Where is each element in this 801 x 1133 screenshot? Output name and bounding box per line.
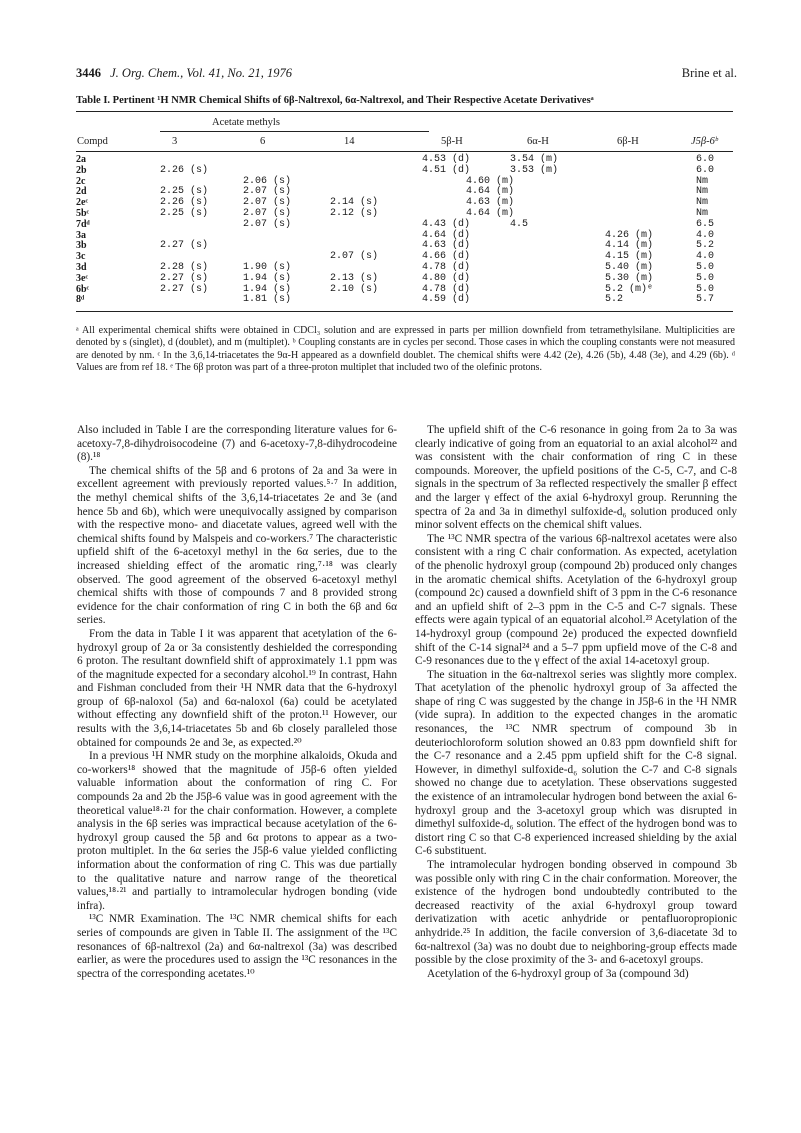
cell-compound: 8ᵈ	[76, 294, 85, 306]
cell-shift-5beta-h: 4.51 (d)	[422, 164, 471, 176]
cell-acetate-3: 2.26 (s)	[160, 164, 209, 176]
body-paragraph: Also included in Table I are the corresponding literature values for 6-acetoxy-7,8-dihydroisocodeine (7) and 6-acetoxy-7,8-dihydrocodeine (8).¹⁸	[77, 424, 397, 464]
cell-shift-6alpha-h: 3.53 (m)	[510, 164, 559, 176]
journal-citation: J. Org. Chem., Vol. 41, No. 21, 1976	[110, 66, 292, 80]
cell-compound: 3eᶜ	[76, 272, 89, 284]
cell-acetate-6: 2.06 (s)	[243, 175, 292, 187]
cell-acetate-3: 2.25 (s)	[160, 186, 209, 198]
cell-coupling-j: 6.0	[696, 164, 715, 176]
cell-compound: 5bᶜ	[76, 207, 90, 219]
body-paragraph: The ¹³C NMR spectra of the various 6β-naltrexol acetates were also consistent with a ring C chair conformation. As expected, acetylation of the phenolic hydroxyl group (compound 2b) produced only changes in the aromatic chemical shifts. Acetylation of the 6-hydroxyl group (compound 2c) caused a downfield shift of 3 ppm in the C-6 resonance and an upfield shift of 2–3 ppm in the C-5 and C-7 signals. These effects were again typical of an equatorial alcohol.²³ Acetylation of the 14-hydroxyl group (compound 2e) produced the expected downfield shift of the C-14 signal²⁴ and a 5–7 ppm upfield move of the C-8 and C-9 resonances due to the γ effect of the axial 14-acetoxyl group.	[415, 532, 737, 668]
cell-compound: 2d	[76, 186, 87, 198]
cell-shift-6beta-h: 4.14 (m)	[605, 240, 654, 252]
cell-compound: 2b	[76, 164, 87, 176]
cell-acetate-3: 2.27 (s)	[160, 240, 209, 252]
table-group-header: Acetate methyls	[212, 117, 280, 128]
cell-compound: 6bᶜ	[76, 283, 90, 295]
cell-coupling-j: 6.0	[696, 154, 715, 165]
cell-compound: 3c	[76, 251, 86, 263]
body-paragraph: The situation in the 6α-naltrexol series was slightly more complex. That acetylation of the phenolic hydroxyl group of 3a affected the shape of ring C was suggested by the change in J5β-6 in the ¹H NMR (vide supra). In addition to the expected changes in the aromatic resonances, the ¹³C NMR spectrum of compound 3b in deuteriochloroform solution showed an 0.83 ppm downfield shift for the C-7 resonance and a 2.45 ppm upfield shift for the C-8 signal. However, in dimethyl sulfoxide-d₆ solution the C-7 and C-8 signals showed no change due to acetylation. These observations suggested the existence of an intramolecular hydrogen bond between the axial 6-hydroxyl group and the 3-acetoxyl group which was disrupted in dimethyl sulfoxide-d₆ solution. The effect of the hydrogen bond was to distort ring C so that C-8 experienced increased shielding by the axial C-6 substituent.	[415, 668, 737, 858]
table-row	[76, 220, 736, 231]
cell-shift-5beta-h: 4.64 (m)	[466, 186, 515, 198]
cell-coupling-j: Nm	[696, 175, 709, 187]
cell-shift-6beta-h: 4.26 (m)	[605, 229, 654, 241]
cell-shift-5beta-h: 4.43 (d)	[422, 218, 471, 230]
right-text-column	[415, 424, 737, 981]
cell-shift-5beta-h: 4.59 (d)	[422, 294, 471, 306]
col-header-compd: Compd	[77, 136, 108, 147]
cell-shift-6beta-h: 5.30 (m)	[605, 272, 654, 284]
cell-acetate-14: 2.10 (s)	[330, 283, 379, 295]
cell-acetate-14: 2.14 (s)	[330, 197, 379, 209]
table-caption: Table I. Pertinent ¹H NMR Chemical Shifts of 6β-Naltrexol, 6α-Naltrexol, and Their Respective Acetate Derivativesᵃ	[76, 95, 594, 106]
table-header-rule	[76, 151, 733, 152]
cell-coupling-j: 5.0	[696, 283, 715, 295]
cell-compound: 3d	[76, 261, 87, 273]
table-body	[76, 155, 736, 306]
cell-acetate-6: 2.07 (s)	[243, 207, 292, 219]
body-paragraph: The intramolecular hydrogen bonding observed in compound 3b was possible only with ring C in the chair conformation. Moreover, the existence of the hydrogen bond undoubtedly contributed to the decreased reactivity of the axial 6-hydroxyl group toward derivatization with acetic anhydride or pentafluoropropionic anhydride.²⁵ In addition, the facile conversion of 3,6-diacetate 3d to 6α-naltrexol (3a) was no doubt due to neighboring-group effects made possible by the close proximity of the 3- and 6-acetoxyl groups.	[415, 859, 737, 967]
cell-coupling-j: Nm	[696, 207, 709, 219]
cell-coupling-j: 4.0	[696, 229, 715, 241]
cell-shift-6beta-h: 5.2 (m)ᵉ	[605, 283, 654, 295]
col-header-coupling: J5β-6ᵇ	[691, 136, 718, 147]
cell-compound: 3b	[76, 240, 87, 252]
page-number: 3446	[76, 66, 101, 80]
cell-acetate-6: 1.90 (s)	[243, 261, 292, 273]
cell-shift-5beta-h: 4.63 (m)	[466, 197, 515, 209]
cell-coupling-j: 5.0	[696, 261, 715, 273]
cell-shift-5beta-h: 4.53 (d)	[422, 154, 471, 165]
cell-coupling-j: Nm	[696, 197, 709, 209]
col-header-5beta-h: 5β-H	[441, 136, 463, 147]
cell-acetate-14: 2.12 (s)	[330, 207, 379, 219]
cell-acetate-6: 2.07 (s)	[243, 186, 292, 198]
cell-shift-6beta-h: 4.15 (m)	[605, 251, 654, 263]
cell-compound: 2a	[76, 154, 86, 165]
cell-shift-5beta-h: 4.60 (m)	[466, 175, 515, 187]
cell-acetate-3: 2.28 (s)	[160, 261, 209, 273]
cell-acetate-6: 1.94 (s)	[243, 272, 292, 284]
col-header-14: 14	[344, 136, 355, 147]
cell-coupling-j: 6.5	[696, 218, 715, 230]
body-paragraph: Acetylation of the 6-hydroxyl group of 3a (compound 3d)	[427, 967, 689, 980]
cell-compound: 3a	[76, 229, 86, 241]
cell-coupling-j: 4.0	[696, 251, 715, 263]
cell-acetate-3: 2.25 (s)	[160, 207, 209, 219]
left-text-column	[77, 424, 397, 981]
cell-acetate-6: 1.94 (s)	[243, 283, 292, 295]
cell-coupling-j: 5.0	[696, 272, 715, 284]
cell-acetate-3: 2.27 (s)	[160, 272, 209, 284]
cell-acetate-6: 1.81 (s)	[243, 294, 292, 306]
table-top-rule	[76, 111, 733, 112]
col-header-3: 3	[172, 136, 178, 147]
cell-shift-6beta-h: 5.40 (m)	[605, 261, 654, 273]
table-bottom-rule	[76, 311, 733, 312]
table-row	[76, 166, 736, 177]
body-paragraph: From the data in Table I it was apparent that acetylation of the 6-hydroxyl group of 2a or 3a consistently deshielded the corresponding 6 proton. The resultant downfield shift of approximately 1.1 ppm was of the magnitude expected for a secondary alcohol.¹⁹ In contrast, Hahn and Fishman concluded from their ¹H NMR data that the 6-hydroxyl group of 6β-naloxol (5a) and 6α-naloxol (6a) could be acetylated without effecting any downfield shift of the proton.¹¹ However, our results with the 3,6,14-triacetates 5b and 6b closely paralleled those obtained for compounds 2e and 3e, as expected.²⁰	[77, 627, 397, 749]
cell-acetate-14: 2.07 (s)	[330, 251, 379, 263]
cell-shift-5beta-h: 4.80 (d)	[422, 272, 471, 284]
cell-shift-5beta-h: 4.64 (m)	[466, 207, 515, 219]
cell-acetate-6: 2.07 (s)	[243, 197, 292, 209]
body-paragraph: The chemical shifts of the 5β and 6 protons of 2a and 3a were in excellent agreement with previously reported values.⁵·⁷ In addition, the methyl chemical shifts of the 3,6,14-triacetates 2e and 3e (and hence 5b and 6b), which were unequivocally assigned by comparison with the respective mono- and diacetate values, agreed well with the chemical shifts found by Malspeis and co-workers.⁷ The characteristic upfield shift of the 6-acetoxyl methyl in the 6α series, due to the increased shielding effect of the aromatic ring,⁷·¹⁸ was clearly observed. The good agreement of the observed 6-acetoxyl methyl chemical shifts with those of compounds 7 and 8 provided strong evidence for the chair conformation of ring C in both the 6β and 6α series.	[77, 464, 397, 627]
cell-compound: 7dᵈ	[76, 218, 90, 230]
cell-coupling-j: 5.7	[696, 294, 715, 306]
body-paragraph: ¹³C NMR Examination. The ¹³C NMR chemical shifts for each series of compounds are given in Table II. The assignment of the ¹³C resonances of 6β-naltrexol (2a) and 6α-naltrexol (3a) was described earlier, as were the procedures used to assign the ¹³C resonances in the spectra of the corresponding acetates.¹⁰	[77, 913, 397, 980]
col-header-6beta-h: 6β-H	[617, 136, 639, 147]
cell-shift-5beta-h: 4.64 (d)	[422, 229, 471, 241]
cell-acetate-3: 2.27 (s)	[160, 283, 209, 295]
running-authors: Brine et al.	[681, 66, 737, 80]
body-paragraph: In a previous ¹H NMR study on the morphine alkaloids, Okuda and co-workers¹⁸ showed that the magnitude of J5β-6 often yielded valuable information about the conformation of ring C. For compounds 2a and 2b the J5β-6 value was in good agreement with the theoretical value¹⁸·²¹ for the chair conformation. However, a complete analysis in the 6β series was impractical because acetylation of the 6-hydroxyl group caused the 5β and 6α protons to appear as a two-proton multiplet. In the 6α series the J5β-6 value yielded conflicting information about the conformation of ring C. This was due partially to the qualitative nature and narrow range of the theoretical values,¹⁸·²¹ and partially to intramolecular hydrogen bonding (vide infra).	[77, 750, 397, 912]
cell-coupling-j: 5.2	[696, 240, 715, 252]
body-paragraph: The upfield shift of the C-6 resonance in going from 2a to 3a was clearly indicative of going from an equatorial to an axial alcohol²² and was consistent with the chair conformation of ring C in these compounds. Moreover, the upfield positions of the C-5, C-7, and C-8 signals in the spectrum of 3a reflected respectively the smaller β effect and the larger γ effect of the axial 6-hydroxyl group. Rerunning the spectra of 2a and 3a in dimethyl sulfoxide-d₆ solution produced only minor solvent effects on the chemical shift values.	[415, 424, 737, 532]
running-header	[76, 66, 737, 81]
cell-shift-6beta-h: 5.2	[605, 294, 624, 306]
cell-shift-5beta-h: 4.66 (d)	[422, 251, 471, 263]
cell-shift-6alpha-h: 4.5	[510, 218, 529, 230]
cell-shift-5beta-h: 4.78 (d)	[422, 283, 471, 295]
table-row	[76, 285, 736, 296]
cell-shift-6alpha-h: 3.54 (m)	[510, 154, 559, 165]
cell-acetate-6: 2.07 (s)	[243, 218, 292, 230]
cell-compound: 2eᶜ	[76, 197, 89, 209]
cell-acetate-14: 2.13 (s)	[330, 272, 379, 284]
table-row	[76, 209, 736, 220]
cell-coupling-j: Nm	[696, 186, 709, 198]
cell-acetate-3: 2.26 (s)	[160, 197, 209, 209]
group-header-rule	[160, 131, 429, 132]
cell-compound: 2c	[76, 175, 86, 187]
table-row	[76, 274, 736, 285]
col-header-6alpha-h: 6α-H	[527, 136, 549, 147]
cell-shift-5beta-h: 4.63 (d)	[422, 240, 471, 252]
cell-shift-5beta-h: 4.78 (d)	[422, 261, 471, 273]
table-row	[76, 295, 736, 306]
col-header-6: 6	[260, 136, 266, 147]
table-footnote: ᵃ All experimental chemical shifts were obtained in CDCl₃ solution and are expressed in parts per million downfield from tetramethylsilane. Multiplicities are denoted by s (singlet), d (doublet), and m (multiplet). ᵇ Coupling constants are in cycles per second. Those cases in which the coupling constants were not measured are denoted by nm. ᶜ In the 3,6,14-triacetates the 9α-H appeared as a downfield doublet. The chemical shifts were 4.42 (2e), 4.26 (5b), 4.48 (3e), and 4.29 (6b). ᵈ Values are from ref 18. ᵉ The 6β proton was part of a three-proton multiplet that included two of the olefinic protons.	[76, 325, 735, 373]
